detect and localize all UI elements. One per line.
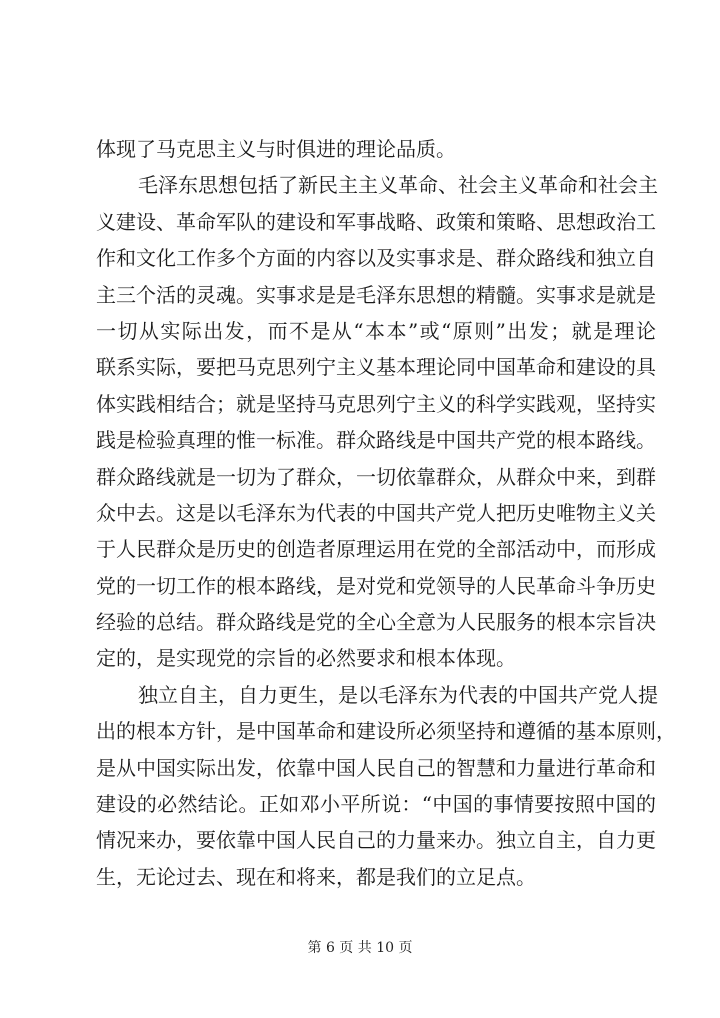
text-line: 作和文化工作多个方面的内容以及实事求是、群众路线和独立自 (96, 246, 656, 271)
text-line: 情况来办，要依靠中国人民自己的力量来办。独立自主，自力更 (96, 828, 656, 853)
text-line: 众中去。这是以毛泽东为代表的中国共产党人把历史唯物主义关 (96, 500, 656, 525)
text-line: 建设的必然结论。正如邓小平所说：“中国的事情要按照中国的 (96, 792, 656, 817)
text-line: 出的根本方针，是中国革命和建设所必须坚持和遵循的基本原则， (96, 719, 676, 744)
text-line: 独立自主，自力更生，是以毛泽东为代表的中国共产党人提 (138, 682, 658, 707)
text-line: 主三个活的灵魂。实事求是是毛泽东思想的精髓。实事求是就是 (96, 282, 656, 307)
text-line: 一切从实际出发，而不是从“本本”或“原则”出发；就是理论 (96, 318, 656, 343)
text-line: 体现了马克思主义与时俱进的理论品质。 (96, 137, 456, 161)
text-line: 党的一切工作的根本路线，是对党和党领导的人民革命斗争历史 (96, 573, 656, 598)
text-line: 毛泽东思想包括了新民主主义革命、社会主义革命和社会主 (138, 173, 658, 198)
body-text (96, 131, 676, 895)
text-line: 群众路线就是一切为了群众，一切依靠群众，从群众中来，到群 (96, 464, 656, 489)
text-line: 义建设、革命军队的建设和军事战略、政策和策略、思想政治工 (96, 209, 656, 234)
text-line: 联系实际，要把马克思列宁主义基本理论同中国革命和建设的具 (96, 355, 656, 380)
text-line: 是从中国实际出发，依靠中国人民自己的智慧和力量进行革命和 (96, 755, 656, 780)
text-line: 经验的总结。群众路线是党的全心全意为人民服务的根本宗旨决 (96, 610, 656, 635)
text-line: 定的，是实现党的宗旨的必然要求和根本体现。 (96, 646, 516, 671)
text-line: 生，无论过去、现在和将来，都是我们的立足点。 (96, 864, 536, 889)
text-line: 体实践相结合；就是坚持马克思列宁主义的科学实践观，坚持实 (96, 391, 656, 416)
text-line: 践是检验真理的惟一标准。群众路线是中国共产党的根本路线。 (96, 428, 656, 453)
page-footer: 第 6 页 共 10 页 (307, 940, 413, 956)
text-line: 于人民群众是历史的创造者原理运用在党的全部活动中，而形成 (96, 537, 656, 562)
